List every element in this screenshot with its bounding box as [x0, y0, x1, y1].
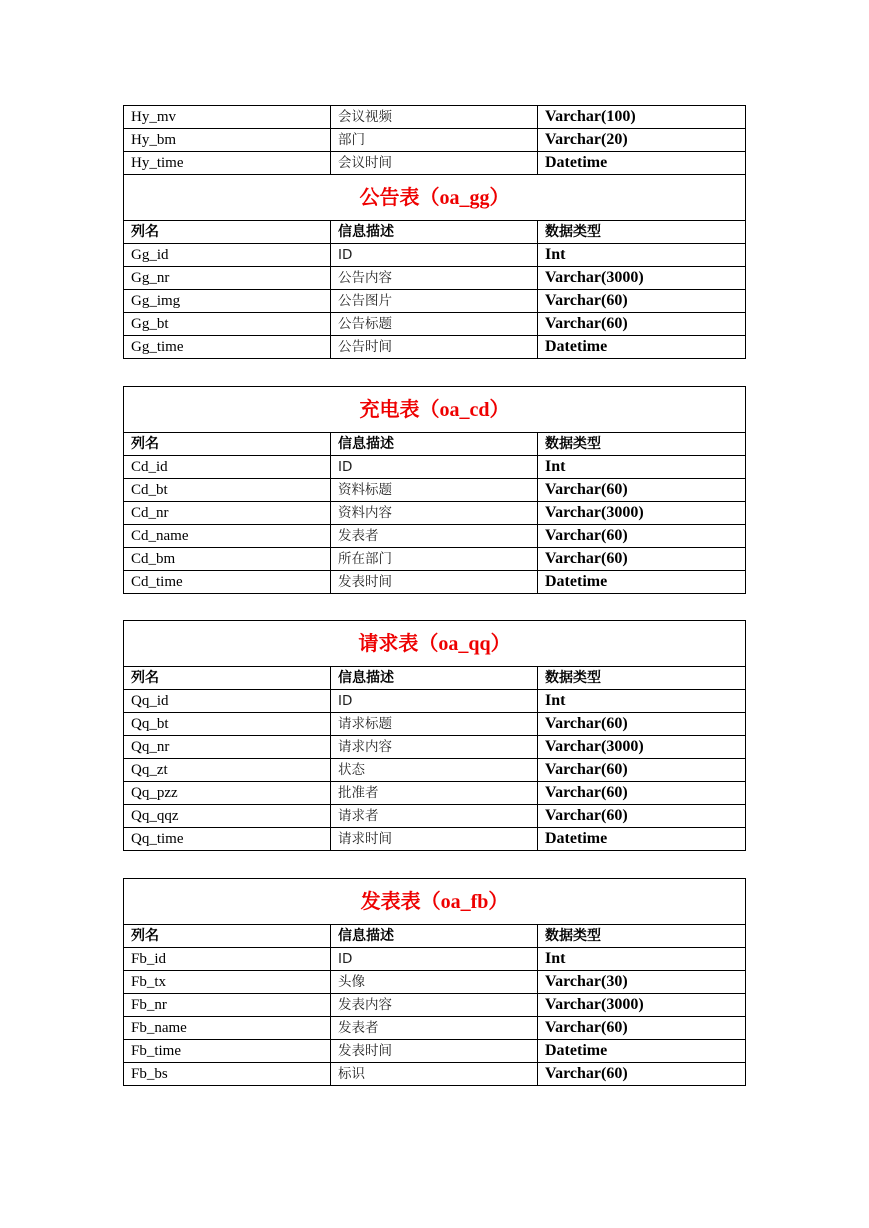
table-header-row	[124, 433, 746, 456]
table-title-row	[124, 879, 746, 925]
column-desc: 所在部门	[331, 548, 538, 571]
column-type: Varchar(30)	[538, 971, 746, 994]
column-type: Varchar(60)	[538, 759, 746, 782]
table-row	[124, 994, 746, 1017]
column-type: Varchar(60)	[538, 548, 746, 571]
column-type: Datetime	[538, 571, 746, 594]
header-col-type: 数据类型	[538, 221, 746, 244]
header-col-name: 列名	[124, 925, 331, 948]
column-desc: 会议时间	[331, 152, 538, 175]
column-type: Varchar(60)	[538, 479, 746, 502]
table-title	[124, 621, 746, 667]
table-header-row	[124, 221, 746, 244]
column-desc: 头像	[331, 971, 538, 994]
column-type: Varchar(3000)	[538, 267, 746, 290]
column-desc: 公告时间	[331, 336, 538, 359]
column-name: Qq_zt	[124, 759, 331, 782]
column-desc: 公告内容	[331, 267, 538, 290]
table-qq	[123, 620, 746, 851]
column-desc: 发表时间	[331, 1040, 538, 1063]
table-row	[124, 267, 746, 290]
column-desc: 资料标题	[331, 479, 538, 502]
column-name: Gg_bt	[124, 313, 331, 336]
table-title-row	[124, 621, 746, 667]
title-end: ）	[488, 889, 509, 913]
column-name: Fb_tx	[124, 971, 331, 994]
column-name: Fb_id	[124, 948, 331, 971]
column-type: Int	[538, 456, 746, 479]
table-row	[124, 244, 746, 267]
table-title	[124, 879, 746, 925]
column-type: Varchar(60)	[538, 525, 746, 548]
title-en: oa_qq	[438, 633, 491, 655]
table-row	[124, 713, 746, 736]
hy-tail-rows	[124, 106, 746, 175]
table-row	[124, 690, 746, 713]
table-row	[124, 290, 746, 313]
column-desc: 部门	[331, 129, 538, 152]
column-desc: 请求时间	[331, 828, 538, 851]
table-row	[124, 525, 746, 548]
table-row	[124, 129, 746, 152]
column-desc: 请求内容	[331, 736, 538, 759]
table-row	[124, 106, 746, 129]
table-row	[124, 1017, 746, 1040]
table-row	[124, 971, 746, 994]
column-desc: 发表者	[331, 1017, 538, 1040]
title-en: oa_gg	[439, 187, 490, 209]
header-col-name: 列名	[124, 667, 331, 690]
column-name: Cd_name	[124, 525, 331, 548]
header-col-type: 数据类型	[538, 667, 746, 690]
column-type: Varchar(60)	[538, 782, 746, 805]
table-row	[124, 313, 746, 336]
column-type: Varchar(60)	[538, 290, 746, 313]
column-desc: ID	[331, 244, 538, 267]
column-name: Cd_nr	[124, 502, 331, 525]
header-col-name: 列名	[124, 221, 331, 244]
table-row	[124, 1040, 746, 1063]
column-type: Datetime	[538, 1040, 746, 1063]
column-name: Qq_bt	[124, 713, 331, 736]
column-desc: 资料内容	[331, 502, 538, 525]
column-name: Fb_name	[124, 1017, 331, 1040]
column-desc: 公告标题	[331, 313, 538, 336]
header-col-type: 数据类型	[538, 433, 746, 456]
column-desc: ID	[331, 690, 538, 713]
table-row	[124, 336, 746, 359]
header-col-desc: 信息描述	[331, 433, 538, 456]
title-en: oa_cd	[439, 399, 490, 421]
column-name: Qq_nr	[124, 736, 331, 759]
table-title-row	[124, 387, 746, 433]
column-type: Varchar(3000)	[538, 736, 746, 759]
column-desc: 标识	[331, 1063, 538, 1086]
table-row	[124, 805, 746, 828]
column-desc: 会议视频	[331, 106, 538, 129]
column-name: Gg_time	[124, 336, 331, 359]
column-type: Int	[538, 948, 746, 971]
title-cn: 发表表（	[360, 889, 441, 913]
column-name: Cd_id	[124, 456, 331, 479]
table-row	[124, 479, 746, 502]
column-name: Cd_bt	[124, 479, 331, 502]
title-cn: 公告表（	[359, 185, 440, 209]
table-hy-gg	[123, 105, 746, 359]
column-type: Varchar(100)	[538, 106, 746, 129]
column-name: Fb_bs	[124, 1063, 331, 1086]
column-name: Qq_qqz	[124, 805, 331, 828]
column-name: Gg_img	[124, 290, 331, 313]
column-type: Varchar(60)	[538, 713, 746, 736]
column-type: Datetime	[538, 152, 746, 175]
column-name: Fb_nr	[124, 994, 331, 1017]
table-row	[124, 828, 746, 851]
title-end: ）	[489, 185, 510, 209]
column-name: Fb_time	[124, 1040, 331, 1063]
column-type: Varchar(3000)	[538, 994, 746, 1017]
title-end: ）	[490, 631, 511, 655]
column-type: Int	[538, 690, 746, 713]
table-fb	[123, 878, 746, 1086]
column-desc: 公告图片	[331, 290, 538, 313]
gg-section	[124, 175, 746, 359]
column-name: Gg_id	[124, 244, 331, 267]
table-row	[124, 571, 746, 594]
header-col-desc: 信息描述	[331, 925, 538, 948]
header-col-desc: 信息描述	[331, 221, 538, 244]
column-name: Qq_pzz	[124, 782, 331, 805]
table-row	[124, 782, 746, 805]
table-title	[124, 387, 746, 433]
column-type: Varchar(60)	[538, 1063, 746, 1086]
table-row	[124, 456, 746, 479]
title-en: oa_fb	[440, 891, 489, 913]
table-row	[124, 152, 746, 175]
header-col-type: 数据类型	[538, 925, 746, 948]
column-name: Hy_bm	[124, 129, 331, 152]
table-row	[124, 948, 746, 971]
table-title-row	[124, 175, 746, 221]
header-col-desc: 信息描述	[331, 667, 538, 690]
table-title	[124, 175, 746, 221]
column-type: Varchar(3000)	[538, 502, 746, 525]
column-desc: 请求者	[331, 805, 538, 828]
table-row	[124, 502, 746, 525]
column-name: Hy_time	[124, 152, 331, 175]
column-type: Datetime	[538, 336, 746, 359]
table-row	[124, 1063, 746, 1086]
column-type: Datetime	[538, 828, 746, 851]
column-type: Varchar(60)	[538, 1017, 746, 1040]
column-desc: 状态	[331, 759, 538, 782]
title-cn: 充电表（	[359, 397, 440, 421]
table-row	[124, 548, 746, 571]
table-header-row	[124, 925, 746, 948]
column-desc: 请求标题	[331, 713, 538, 736]
column-name: Hy_mv	[124, 106, 331, 129]
title-cn: 请求表（	[358, 631, 439, 655]
column-name: Gg_nr	[124, 267, 331, 290]
column-desc: 发表时间	[331, 571, 538, 594]
column-name: Cd_bm	[124, 548, 331, 571]
column-desc: ID	[331, 948, 538, 971]
column-type: Int	[538, 244, 746, 267]
column-desc: 发表内容	[331, 994, 538, 1017]
column-desc: 发表者	[331, 525, 538, 548]
table-row	[124, 736, 746, 759]
column-type: Varchar(60)	[538, 805, 746, 828]
header-col-name: 列名	[124, 433, 331, 456]
column-name: Qq_id	[124, 690, 331, 713]
column-type: Varchar(20)	[538, 129, 746, 152]
column-name: Cd_time	[124, 571, 331, 594]
column-type: Varchar(60)	[538, 313, 746, 336]
column-desc: 批准者	[331, 782, 538, 805]
title-end: ）	[489, 397, 510, 421]
column-desc: ID	[331, 456, 538, 479]
table-header-row	[124, 667, 746, 690]
table-row	[124, 759, 746, 782]
table-cd	[123, 386, 746, 594]
column-name: Qq_time	[124, 828, 331, 851]
